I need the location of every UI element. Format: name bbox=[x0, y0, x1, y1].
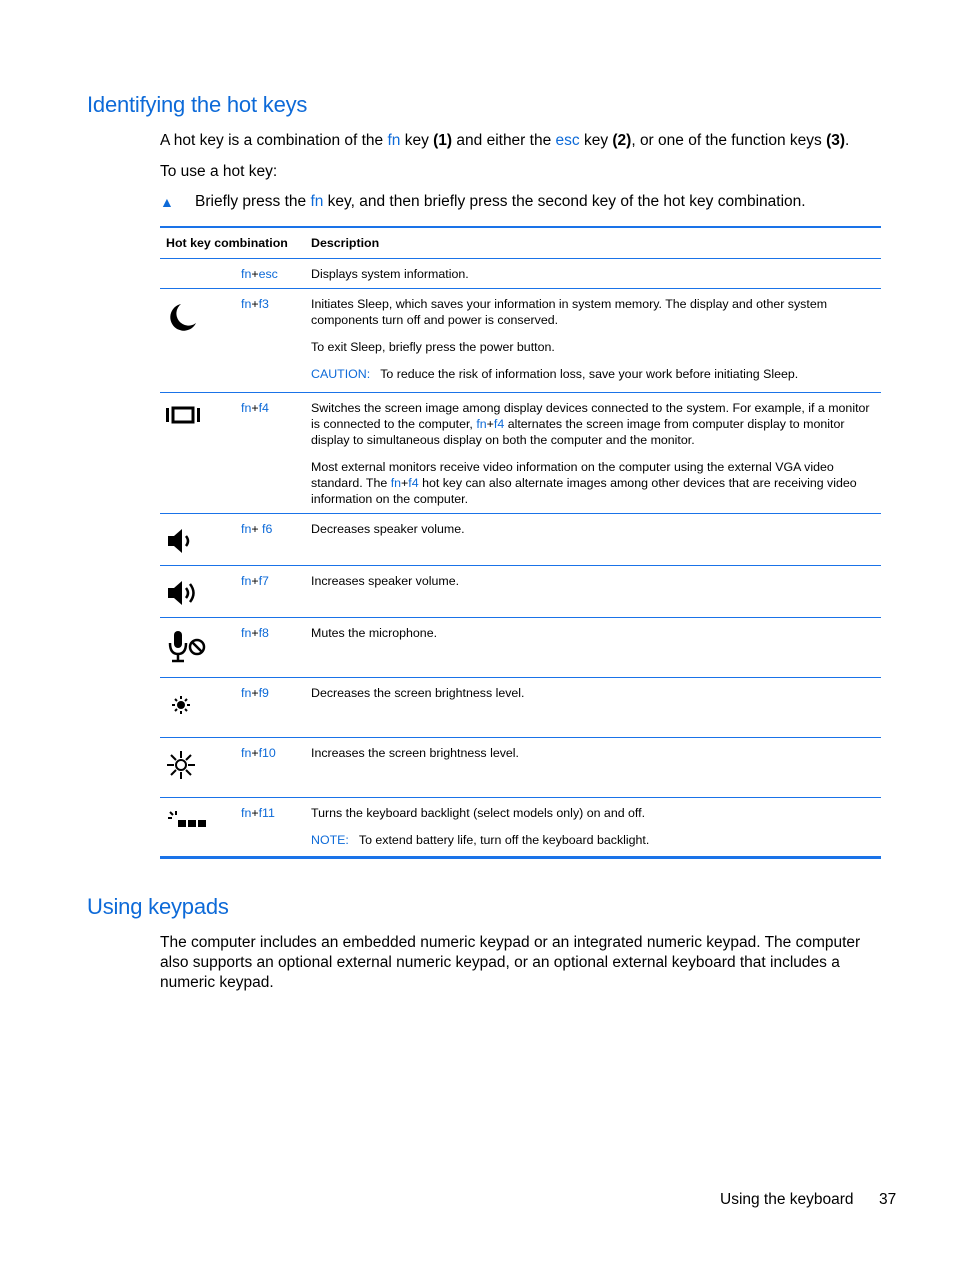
key-combination: fn+f7 bbox=[235, 566, 305, 618]
use-hot-key-label: To use a hot key: bbox=[160, 163, 278, 180]
icon-cell bbox=[160, 798, 235, 858]
hot-key-instruction: Briefly press the fn key, and then briefly press the second key of the hot key combination. bbox=[195, 193, 806, 210]
table-row bbox=[160, 566, 881, 618]
key-combination: fn+esc bbox=[241, 267, 278, 281]
table-row bbox=[160, 738, 881, 798]
description: Increases speaker volume. bbox=[305, 566, 881, 618]
description: Switches the screen image among display devices connected to the system. For example, if a monitor is connected to the computer, fn+f4 alternates the screen image from computer display to monitor display to simultaneous display on both the computer and the monitor. Most external monitors receive video information on the computer using the external VGA video standard. The fn+f4 hot key can also alternate images among other devices that are receiving video information on the computer. bbox=[305, 393, 881, 514]
key-combination: fn+f9 bbox=[235, 678, 305, 738]
brightness-down-icon bbox=[166, 690, 229, 720]
description: Turns the keyboard backlight (select models only) on and off. NOTE: To extend battery life, turn off the keyboard backlight. bbox=[305, 798, 881, 858]
col-header-description: Description bbox=[305, 227, 881, 259]
description: Mutes the microphone. bbox=[305, 618, 881, 678]
section-title-keypads: Using keypads bbox=[87, 894, 229, 919]
table-row bbox=[160, 259, 881, 289]
key-combination: fn+ f6 bbox=[235, 514, 305, 566]
icon-cell bbox=[160, 678, 235, 738]
speaker-down-icon bbox=[166, 526, 229, 556]
table-row bbox=[160, 618, 881, 678]
table-row bbox=[160, 798, 881, 858]
description: Initiates Sleep, which saves your information in system memory. The display and other system components turn off and power is conserved. To exit Sleep, briefly press the power button. CAUTION: To reduce the risk of information loss, save your work before initiating Sleep. bbox=[305, 289, 881, 393]
empty-icon-cell bbox=[160, 259, 235, 289]
table-row bbox=[160, 289, 881, 393]
col-header-combination: Hot key combination bbox=[160, 227, 305, 259]
brightness-up-icon bbox=[166, 750, 229, 780]
key-combination: fn+f4 bbox=[235, 393, 305, 514]
note-label: NOTE: bbox=[311, 833, 349, 847]
description: Decreases the screen brightness level. bbox=[305, 678, 881, 738]
table-row bbox=[160, 514, 881, 566]
key-combination: fn+f10 bbox=[235, 738, 305, 798]
keyboard-backlight-icon bbox=[166, 810, 229, 834]
icon-cell bbox=[160, 289, 235, 393]
hot-key-intro: A hot key is a combination of the fn key (1) and either the esc key (2), or one of the function keys (3). bbox=[160, 132, 850, 149]
display-switch-icon bbox=[166, 405, 229, 425]
mic-mute-icon bbox=[166, 630, 229, 664]
description: Displays system information. bbox=[311, 267, 469, 281]
table-row bbox=[160, 393, 881, 514]
icon-cell bbox=[160, 514, 235, 566]
triangle-bullet-icon: ▲ bbox=[160, 194, 174, 210]
description: Decreases speaker volume. bbox=[305, 514, 881, 566]
moon-icon bbox=[166, 301, 229, 333]
key-combination: fn+f3 bbox=[235, 289, 305, 393]
icon-cell bbox=[160, 618, 235, 678]
icon-cell bbox=[160, 393, 235, 514]
caution-label: CAUTION: bbox=[311, 367, 371, 381]
section-title-hot-keys: Identifying the hot keys bbox=[87, 92, 308, 117]
icon-cell bbox=[160, 566, 235, 618]
hot-key-table bbox=[160, 226, 881, 859]
speaker-up-icon bbox=[166, 578, 229, 608]
icon-cell bbox=[160, 738, 235, 798]
table-row bbox=[160, 678, 881, 738]
key-combination: fn+f11 bbox=[235, 798, 305, 858]
keypads-body: The computer includes an embedded numeric keypad or an integrated numeric keypad. The computer also supports an optional external numeric keypad, or an optional external keyboard that includes a numeric keypad. bbox=[160, 934, 861, 991]
key-combination: fn+f8 bbox=[235, 618, 305, 678]
table-header-row bbox=[160, 227, 881, 259]
description: Increases the screen brightness level. bbox=[305, 738, 881, 798]
page-number: 37 bbox=[879, 1191, 897, 1208]
footer-chapter: Using the keyboard bbox=[720, 1191, 854, 1208]
